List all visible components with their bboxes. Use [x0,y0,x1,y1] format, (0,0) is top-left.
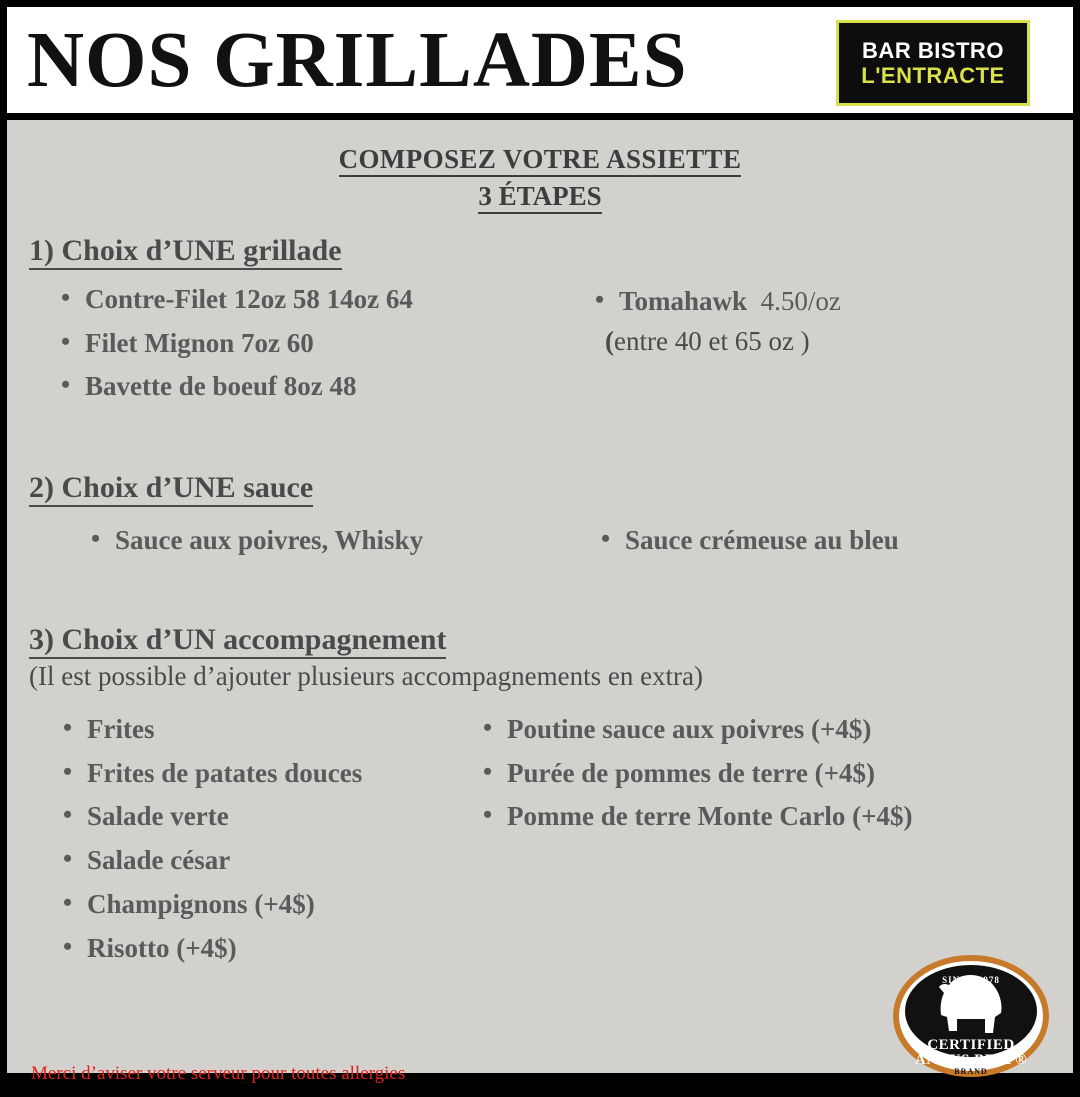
tomahawk-note-text: entre 40 et 65 oz ) [614,325,810,356]
step-1-heading-text: 1) Choix d’UNE grillade [29,234,342,270]
list-item: • Risotto (+4$) [57,927,477,971]
step-1-right-column [589,278,841,409]
seal-since-text: SINCE 1978 [942,975,1000,985]
list-item: • Champignons (+4$) [57,883,477,927]
step-2-left-column [85,519,595,563]
step-3-note: (Il est possible d’ajouter plusieurs accompagnements en extra) [29,660,704,691]
list-item [589,280,841,324]
list-item: • Filet Mignon 7oz 60 [55,322,575,366]
list-item: • Frites [57,708,477,752]
step-2-heading [29,471,1073,505]
page-header [7,7,1073,120]
tomahawk-price: 4.50/oz [760,286,841,316]
step-3-heading [29,623,1073,657]
step-1-left-list [55,278,575,409]
seal-line-3: BRAND [954,1067,988,1076]
step-3-left-list [57,708,477,970]
seal-line-1: CERTIFIED [927,1037,1015,1053]
step-3-right-column [477,708,912,970]
step-3-right-list [477,708,912,839]
list-item: • Contre-Filet 12oz 58 14oz 64 [55,278,575,322]
certified-angus-beef-seal-icon [891,953,1051,1079]
list-item: • Sauce crémeuse au bleu [595,519,899,563]
list-item: • Poutine sauce aux poivres (+4$) [477,708,912,752]
step-1-right-list [589,280,841,324]
compose-subheading [7,181,1073,212]
tomahawk-note [605,326,841,357]
step-2-right-column [595,519,899,563]
step-2-heading-text: 2) Choix d’UNE sauce [29,471,313,507]
step-1-columns [7,278,1073,409]
list-item: • Pomme de terre Monte Carlo (+4$) [477,795,912,839]
list-item: • Salade verte [57,795,477,839]
restaurant-logo [836,20,1030,106]
compose-heading-text: COMPOSEZ VOTRE ASSIETTE [339,144,742,177]
logo-line-lentracte: L'ENTRACTE [861,63,1005,88]
seal-line-2: ANGUS BEEF® [914,1052,1028,1068]
menu-body [7,144,1073,1097]
logo-line-bar-bistro: BAR BISTRO [862,37,1004,63]
tomahawk-label: Tomahawk [619,286,748,316]
step-3-heading-text: 3) Choix d’UN accompagnement [29,623,446,659]
list-item: • Purée de pommes de terre (+4$) [477,752,912,796]
step-1-left-column [55,278,575,409]
page-title: NOS GRILLADES [27,16,688,104]
step-3-columns [7,708,1073,970]
step-2-right-list [595,519,899,563]
tomahawk-note-paren: ( [605,325,614,356]
list-item: • Salade césar [57,839,477,883]
list-item: • Frites de patates douces [57,752,477,796]
step-1-heading [29,234,1073,268]
step-2-left-list [85,519,595,563]
list-item: • Sauce aux poivres, Whisky [85,519,595,563]
list-item: • Bavette de boeuf 8oz 48 [55,365,575,409]
step-3-left-column [57,708,477,970]
compose-heading [7,144,1073,175]
allergy-note: Merci d’aviser votre serveur pour toutes allergies [31,1063,406,1084]
step-2-columns [7,519,1073,563]
compose-subheading-text: 3 ÉTAPES [478,181,601,214]
